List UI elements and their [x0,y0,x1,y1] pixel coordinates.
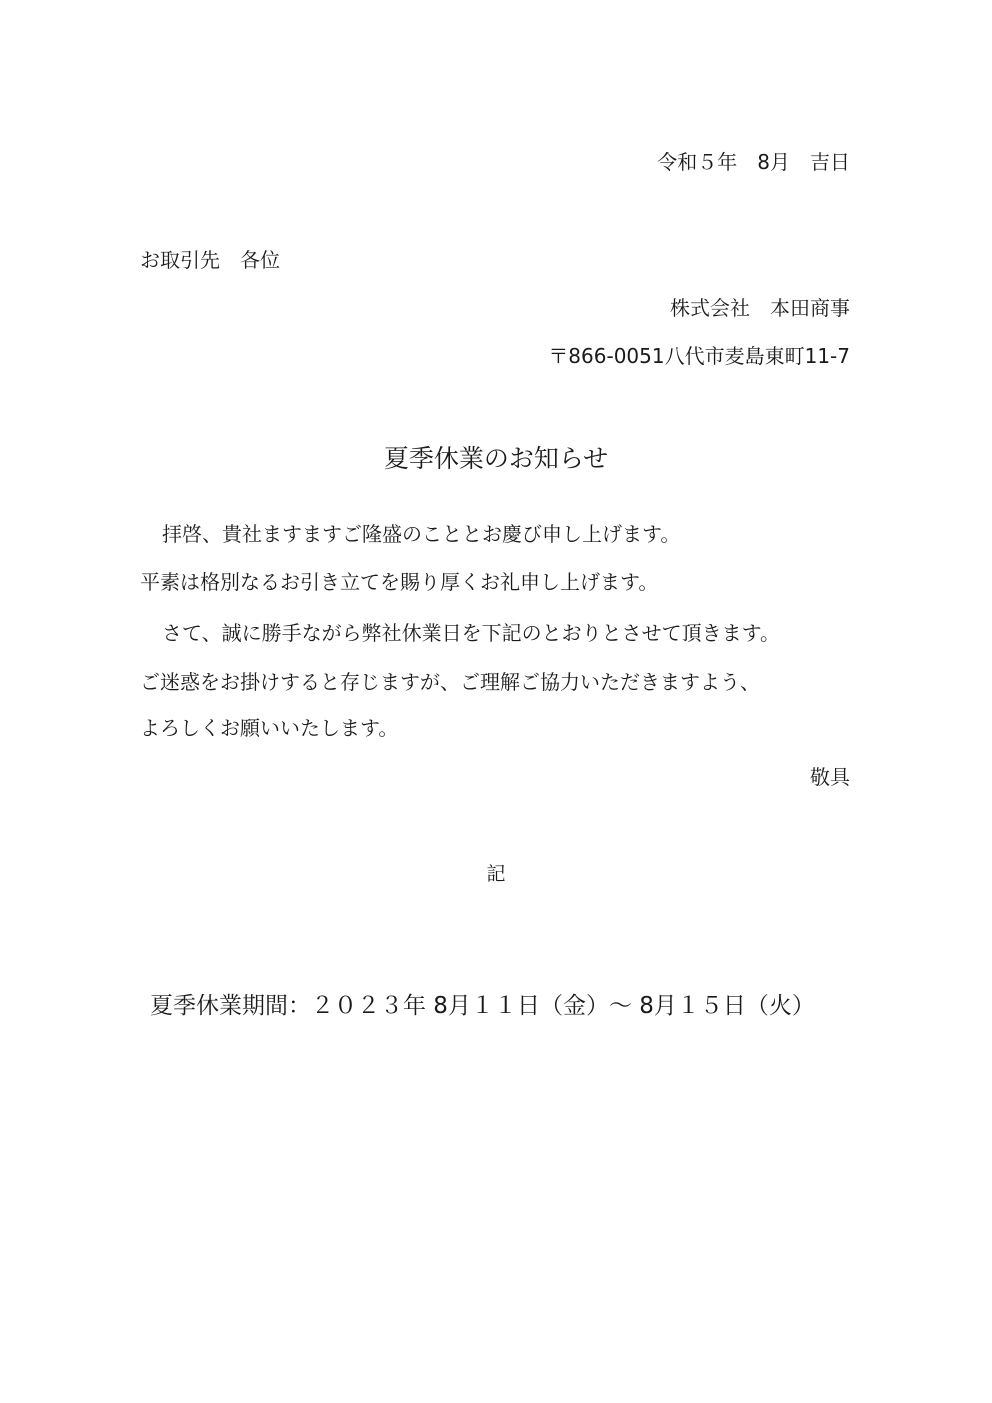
body-paragraph: ご迷惑をお掛けすると存じますが、ご理解ご協力いただきますよう、 [140,670,760,694]
body-paragraph: 拝啓、貴社ますますご隆盛のこととお慶び申し上げます。 [162,522,681,546]
closing-word: 敬具 [810,765,850,789]
body-paragraph: 平素は格別なるお引き立てを賜り厚くお礼申し上げます。 [140,570,659,594]
body-paragraph: よろしくお願いいたします。 [140,716,399,740]
letter-title: 夏季休業のお知らせ [383,444,609,473]
sender-company: 株式会社 本田商事 [670,296,850,320]
sender-address: 〒866-0051八代市麦島東町11-7 [548,344,850,368]
letter-date: 令和５年 8月 吉日 [657,150,850,174]
recipient: お取引先 各位 [140,248,280,272]
holiday-period: 夏季休業期間：２０２３年 8月１１日（金）～ 8月１５日（火） [150,993,815,1019]
ki-heading: 記 [486,863,506,885]
body-paragraph: さて、誠に勝手ながら弊社休業日を下記のとおりとさせて頂きます。 [162,621,780,645]
